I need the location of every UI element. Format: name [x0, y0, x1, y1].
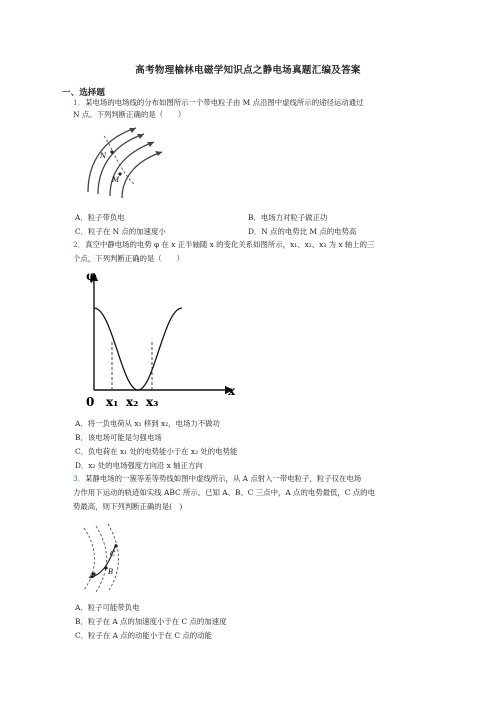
x-axis-label: x — [228, 384, 236, 398]
equipotential-2 — [96, 526, 107, 592]
q2-option-d: D．x₂ 处的电场强度方向沿 x 轴正方向 — [75, 461, 203, 470]
equipotential-1 — [84, 528, 95, 590]
q3-line-2: 力作用下运动的轨迹如实线 ABC 所示。已知 A、B、C 三点中，A 点的电势最低，C 点的电 — [73, 488, 375, 497]
label-a: A — [89, 572, 95, 580]
point-n — [110, 150, 113, 153]
y-axis-label: φ — [86, 269, 97, 283]
q3-line-1: 3．某静电场的一簇等差等势线如图中虚线所示，从 A 点射入一带电粒子，粒子仅在电场 — [73, 474, 362, 483]
q3-option-a: A．粒子可能带负电 — [75, 603, 140, 612]
q2-option-b: B．该电场可能是匀强电场 — [75, 433, 162, 442]
q1-option-d: D．N 点的电势比 M 点的电势高 — [248, 227, 357, 236]
tick-x3: x₃ — [146, 395, 159, 409]
page-title: 高考物理榆林电磁学知识点之静电场真题汇编及答案 — [135, 65, 361, 76]
equipotential-3 — [108, 524, 119, 592]
q3-equipotential-figure — [76, 522, 136, 594]
label-m: M — [112, 176, 120, 184]
q1-number: 1． — [73, 98, 86, 107]
point-c — [114, 544, 117, 547]
field-line-4 — [122, 152, 162, 198]
q2-line-2: 个点，下列判断正确的是（ ） — [73, 254, 184, 263]
origin-label: 0 — [86, 395, 95, 409]
q2-option-c: C．负电荷在 x₁ 处的电势能小于在 x₂ 处的电势能 — [75, 447, 238, 456]
tick-x1: x₁ — [106, 395, 119, 409]
q1-electric-field-figure — [74, 122, 164, 200]
tick-x2: x₂ — [126, 395, 139, 409]
label-b: B — [108, 568, 114, 576]
q3-option-b: B．粒子在 A 点的加速度小于在 C 点的加速度 — [75, 617, 227, 626]
label-c: C — [110, 550, 116, 558]
q3-line-3: 势最高，则下列判断正确的是( ) — [73, 502, 183, 511]
q1-option-a: A．粒子带负电 — [75, 213, 125, 222]
q3-option-c: C．粒子在 A 点的动能小于在 C 点的动能 — [75, 631, 212, 640]
potential-curve — [94, 308, 182, 390]
q3-number: 3． — [73, 474, 86, 483]
q2-potential-graph — [82, 268, 242, 414]
q1-option-b: B．电场力对粒子做正功 — [248, 213, 328, 222]
section-heading: 一、选择题 — [62, 88, 105, 98]
q1-option-c: C．粒子在 N 点的加速度小 — [75, 227, 166, 236]
q1-line-2: N 点。下列判断正确的是（ ） — [73, 110, 186, 119]
q2-number: 2． — [73, 240, 86, 249]
label-n: N — [100, 152, 107, 160]
q2-option-a: A．将一负电荷从 x₁ 移到 x₂，电场力不做功 — [75, 419, 220, 428]
q2-line-1: 2．真空中静电场的电势 φ 在 x 正半轴随 x 的变化关系如图所示，x₁、x₂、x₃ 为 x 轴上的三 — [73, 240, 375, 249]
q1-line-1: 1．某电场的电场线的分布如图所示一个带电粒子由 M 点沿图中虚线所示的途径运动通过 — [73, 98, 364, 107]
